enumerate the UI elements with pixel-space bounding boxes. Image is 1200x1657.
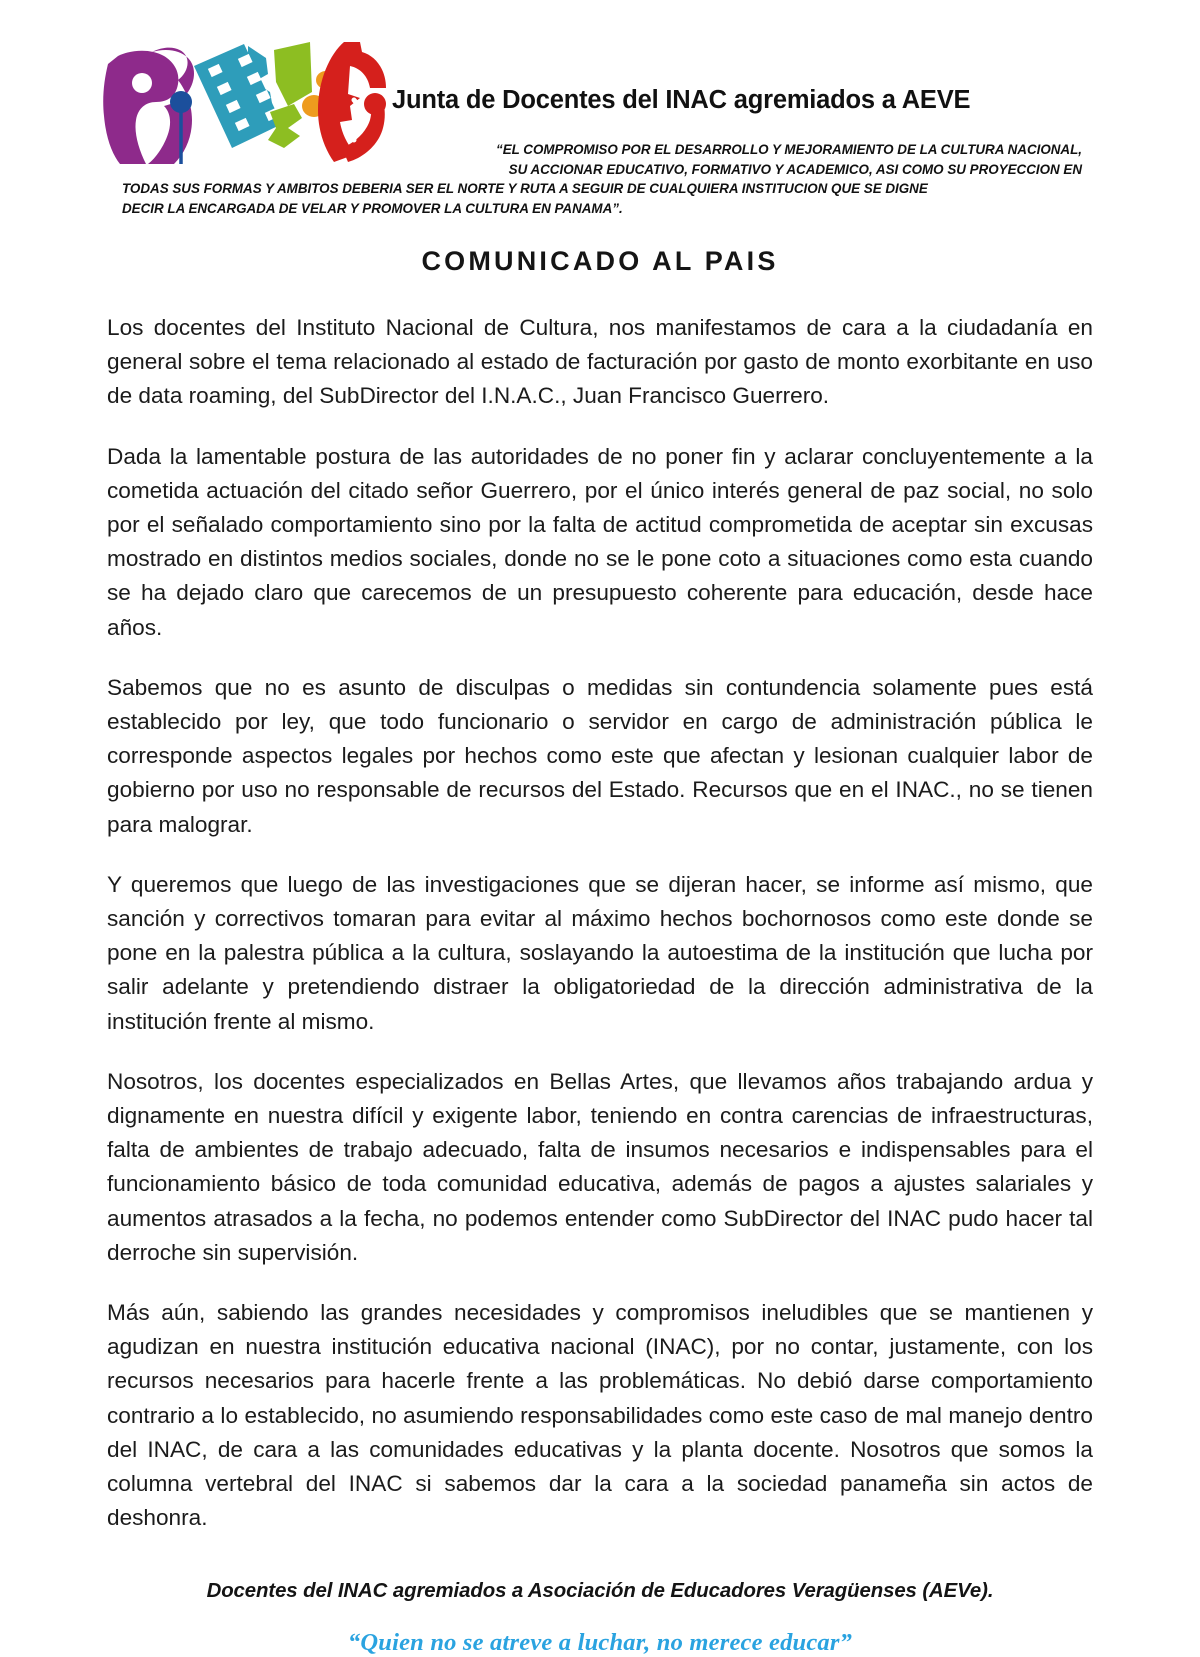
motto-quote: “Quien no se atreve a luchar, no merece educar” bbox=[347, 1628, 853, 1656]
paragraph: Y queremos que luego de las investigaciones que se dijeran hacer, se informe así mismo, que sanción y correctivos tomaran para evitar al máximo hechos bochornosos como este donde se pone en la palestra pública a la cultura, soslayando la autoestima de la institución que lucha por salir adelante y pretendiendo distraer la obligatoriedad de la dirección administrativa de la institución frente al mismo. bbox=[107, 871, 1093, 1034]
organization-title: Junta de Docentes del INAC agremiados a AEVE bbox=[392, 86, 971, 114]
page-title: COMUNICADO AL PAIS bbox=[421, 246, 779, 276]
slogan-line-2: SU ACCIONAR EDUCATIVO, FORMATIVO Y ACADEMICO, ASI COMO SU PROYECCION EN bbox=[508, 161, 1082, 177]
organization-slogan bbox=[122, 140, 1082, 218]
paragraph: Dada la lamentable postura de las autoridades de no poner fin y aclarar concluyentemente a la cometida actuación del citado señor Guerrero, por el único interés general de paz social, no solo por el señalado comportamiento sino por la falta de actitud comprometida de aceptar sin excusas mostrado en distintos medios sociales, donde no se le pone coto a situaciones como esta cuando se ha dejado claro que carecemos de un presupuesto coherente para educación, desde hace años. bbox=[107, 443, 1093, 640]
paragraph: Los docentes del Instituto Nacional de Cultura, nos manifestamos de cara a la ciudadanía en general sobre el tema relacionado al estado de facturación por gasto de monto exorbitante en uso de data roaming, del SubDirector del I.N.A.C., Juan Francisco Guerrero. bbox=[107, 315, 1093, 409]
paragraph: Nosotros, los docentes especializados en Bellas Artes, que llevamos años trabajando ardua y dignamente en nuestra difícil y exigente labor, teniendo en contra carencias de infraestructuras, falta de ambientes de trabajo adecuado, falta de insumos necesarios e indispensables para el funcionamiento básico de toda comunidad educativa, además de pagos a ajustes salariales y aumentos atrasados a la fecha, no podemos entender como SubDirector del INAC pudo hacer tal derroche sin supervisión. bbox=[107, 1068, 1093, 1265]
signoff-line: Docentes del INAC agremiados a Asociación de Educadores Veragüenses (AEVe). bbox=[206, 1579, 994, 1602]
paragraph: Más aún, sabiendo las grandes necesidades y compromisos ineludibles que se mantienen y agudizan en nuestra institución educativa nacional (INAC), por no contar, justamente, con los recursos necesarios para hacerle frente a las problemáticas. No debió darse comportamiento contrario a lo establecido, no asumiendo responsabilidades como este caso de mal manejo dentro del INAC, de cara a las comunidades educativas y la planta docente. Nosotros que somos la columna vertebral del INAC si sabemos dar la cara a la sociedad panameña sin actos de deshonra. bbox=[107, 1300, 1093, 1531]
paragraph: Sabemos que no es asunto de disculpas o medidas sin contundencia solamente pues está establecido por ley, que todo funcionario o servidor en cargo de administración pública le corresponde aspectos legales por hechos como este que afectan y lesionan cualquier labor de gobierno por uso no responsable de recursos del Estado. Recursos que en el INAC., no se tienen para malograr. bbox=[107, 674, 1093, 837]
document-body bbox=[107, 277, 1093, 1657]
slogan-line-1: “EL COMPROMISO POR EL DESARROLLO Y MEJORAMIENTO DE LA CULTURA NACIONAL, bbox=[496, 142, 1082, 157]
slogan-line-4: DECIR LA ENCARGADA DE VELAR Y PROMOVER LA CULTURA EN PANAMA”. bbox=[122, 200, 623, 216]
slogan-line-3: TODAS SUS FORMAS Y AMBITOS DEBERIA SER EL NORTE Y RUTA A SEGUIR DE CUALQUIERA INSTITUCION QUE SE DIGNE bbox=[122, 181, 928, 197]
document-header bbox=[0, 0, 1200, 216]
